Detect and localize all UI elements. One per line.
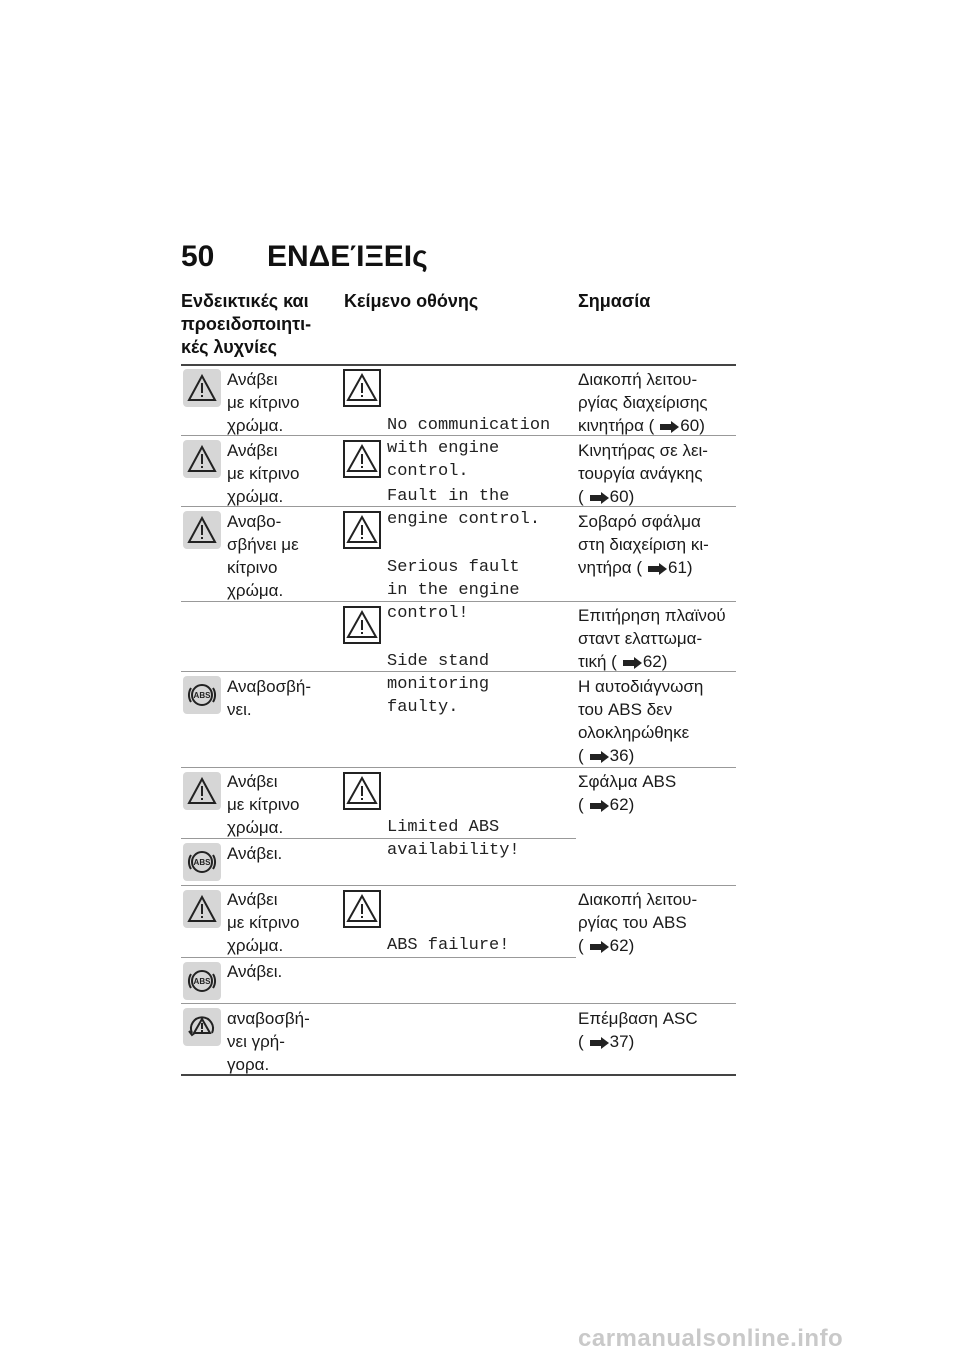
text-line: Fault in the (387, 487, 510, 506)
warning-triangle-icon (183, 511, 221, 549)
text-line: Αναβο- (227, 512, 282, 531)
text-line: χρώμα. (227, 936, 284, 955)
lamp-description (227, 960, 282, 983)
text-line: Σφάλμα ABS (578, 772, 677, 791)
text-line: engine control. (387, 510, 541, 529)
warning-triangle-icon (343, 606, 381, 644)
warning-triangle-icon (183, 772, 221, 810)
reference-prefix: νητήρα ( (578, 558, 643, 577)
text-line: Αναβοσβή- (227, 677, 311, 696)
page-reference (578, 414, 708, 437)
text-line: σβήνει με (227, 535, 299, 554)
display-message (387, 604, 489, 742)
lamp-description (227, 842, 282, 865)
warning-triangle-icon (343, 440, 381, 478)
reference-prefix: ( (578, 746, 584, 765)
text-line: νει. (227, 700, 252, 719)
warning-triangle-icon (343, 369, 381, 407)
watermark: carmanualsonline.info (578, 1325, 844, 1352)
lamp-description (227, 439, 300, 508)
abs-icon (183, 676, 221, 714)
meaning-text (578, 439, 708, 508)
reference-prefix: ( (578, 795, 584, 814)
reference-arrow-icon (584, 492, 610, 504)
text-line: αναβοσβή- (227, 1009, 310, 1028)
svg-text:ABS: ABS (193, 691, 211, 700)
warning-triangle-icon (183, 440, 221, 478)
text-line: ργίας του ABS (578, 913, 687, 932)
column-header-display: Κείμενο οθόνης (344, 291, 479, 311)
text-line: Διακοπή λειτου- (578, 890, 698, 909)
reference-arrow-icon (617, 657, 643, 669)
lamp-description (227, 770, 300, 839)
page-reference (578, 744, 703, 767)
text-line: ολοκληρώθηκε (578, 723, 690, 742)
lamp-description (227, 888, 300, 957)
page-header (181, 240, 428, 274)
reference-prefix: τική ( (578, 652, 617, 671)
page-reference (578, 556, 709, 579)
text-line: χρώμα. (227, 416, 284, 435)
text-line: σταντ ελαττωμα- (578, 629, 703, 648)
text-line: Ανάβει (227, 772, 278, 791)
page-reference (578, 934, 697, 957)
reference-page: 62) (642, 652, 668, 671)
warning-triangle-icon (343, 890, 381, 928)
text-line: availability! (387, 841, 520, 860)
page-reference (578, 485, 708, 508)
text-line: Κινητήρας σε λει- (578, 441, 708, 460)
column-header-meaning: Σημασία (578, 291, 651, 311)
reference-page: 60) (609, 487, 635, 506)
display-message (387, 770, 520, 885)
text-line: Ανάβει (227, 441, 278, 460)
page-number: 50 (181, 240, 215, 273)
meaning-text (578, 510, 709, 579)
reference-prefix: ( (578, 936, 584, 955)
reference-page: 37) (609, 1032, 635, 1051)
text-line: faulty. (387, 698, 459, 717)
reference-arrow-icon (584, 1037, 610, 1049)
page-reference (578, 1030, 698, 1053)
text-line: του ABS δεν (578, 700, 673, 719)
reference-page: 62) (609, 795, 635, 814)
reference-arrow-icon (584, 800, 610, 812)
text-line: with engine (387, 439, 500, 458)
row-divider (181, 1003, 736, 1004)
warning-triangle-icon (343, 772, 381, 810)
text-line: ργίας διαχείρισης (578, 393, 708, 412)
reference-page: 60) (680, 416, 705, 435)
reference-arrow-icon (654, 421, 680, 433)
text-line: χρώμα. (227, 487, 284, 506)
column-header-lamps (181, 290, 311, 359)
text-line: monitoring (387, 675, 490, 694)
text-line: Επιτήρηση πλαϊνού (578, 606, 726, 625)
column-header-lamps-line: Ενδεικτικές και (181, 291, 309, 311)
meaning-text (578, 675, 703, 767)
abs-icon (183, 843, 221, 881)
table-top-rule (181, 364, 736, 366)
text-line: in the engine (387, 581, 520, 600)
text-line: στη διαχείριση κι- (578, 535, 709, 554)
text-line: Side stand (387, 652, 490, 671)
text-line: με κίτρινο (227, 464, 300, 483)
svg-text:ABS: ABS (193, 858, 211, 867)
text-line: Διακοπή λειτου- (578, 370, 698, 389)
meaning-text (578, 604, 726, 673)
meaning-text (578, 770, 676, 816)
display-message (387, 888, 509, 980)
section-title: ΕΝΔΕΊΞΕΙς (267, 240, 428, 273)
text-line: ABS failure! (387, 936, 510, 955)
reference-page: 61) (668, 558, 693, 577)
abs-icon (183, 962, 221, 1000)
text-line: χρώμα. (227, 818, 284, 837)
text-line: γορα. (227, 1055, 270, 1074)
page-reference (578, 650, 726, 673)
asc-icon (183, 1008, 221, 1046)
reference-prefix: κινητήρα ( (578, 416, 655, 435)
text-line: control. (387, 462, 469, 481)
warning-triangle-icon (343, 511, 381, 549)
lamp-description (227, 675, 311, 721)
reference-prefix: ( (578, 1032, 584, 1051)
row-divider (181, 767, 736, 768)
text-line: με κίτρινο (227, 393, 300, 412)
text-line: τουργία ανάγκης (578, 464, 703, 483)
text-line: χρώμα. (227, 581, 284, 600)
lamp-description (227, 1007, 310, 1076)
lamp-description (227, 510, 299, 602)
text-line: Limited ABS (387, 818, 500, 837)
lamp-description (227, 368, 300, 437)
page-reference (578, 793, 676, 816)
text-line: Η αυτοδιάγνωση (578, 677, 704, 696)
svg-text:ABS: ABS (193, 977, 211, 986)
text-line: νει γρή- (227, 1032, 285, 1051)
text-line: κίτρινο (227, 558, 278, 577)
reference-arrow-icon (584, 751, 610, 763)
warning-triangle-icon (183, 369, 221, 407)
text-line: Σοβαρό σφάλμα (578, 512, 701, 531)
text-line: Serious fault (387, 558, 520, 577)
row-divider (181, 885, 736, 886)
text-line: Ανάβει (227, 890, 278, 909)
text-line: control! (387, 604, 469, 623)
text-line: Ανάβει (227, 370, 278, 389)
text-line: με κίτρινο (227, 795, 300, 814)
column-header-lamps-line: κές λυχνίες (181, 337, 278, 357)
text-line: No communication (387, 416, 551, 435)
text-line: Επέμβαση ASC (578, 1009, 698, 1028)
reference-page: 62) (609, 936, 635, 955)
reference-arrow-icon (584, 941, 610, 953)
row-divider-partial (181, 957, 576, 958)
column-header-lamps-line: προειδοποιητι- (181, 314, 312, 334)
reference-page: 36) (609, 746, 635, 765)
meaning-text (578, 368, 708, 437)
reference-arrow-icon (642, 563, 668, 575)
reference-prefix: ( (578, 487, 584, 506)
warning-triangle-icon (183, 890, 221, 928)
meaning-text (578, 1007, 698, 1053)
text-line: Ανάβει. (227, 962, 283, 981)
meaning-text (578, 888, 697, 957)
text-line: με κίτρινο (227, 913, 300, 932)
text-line: Ανάβει. (227, 844, 283, 863)
